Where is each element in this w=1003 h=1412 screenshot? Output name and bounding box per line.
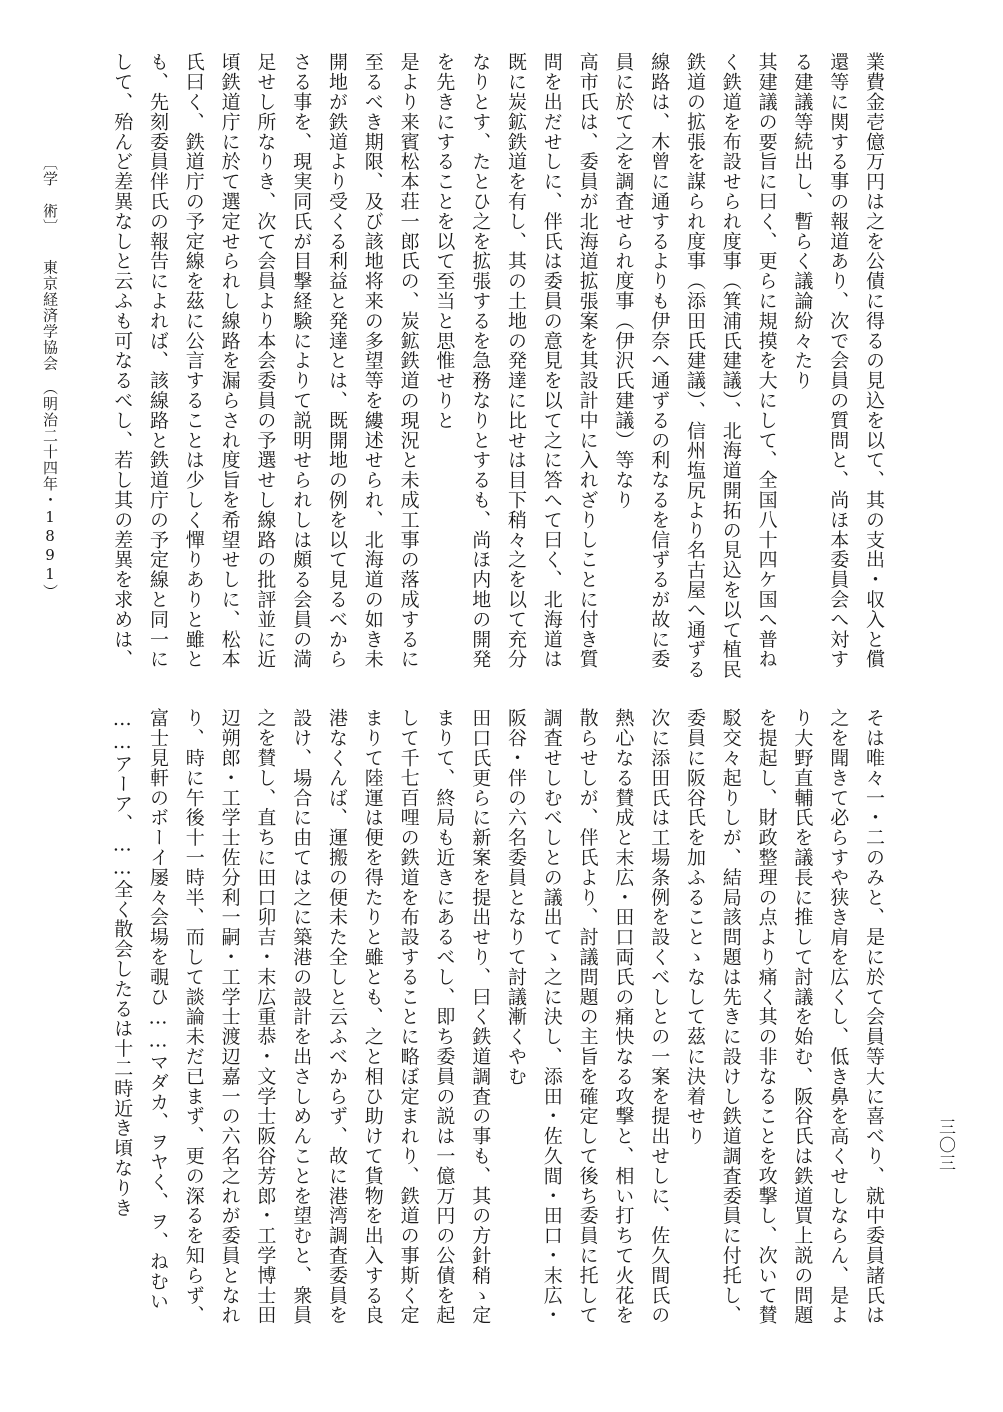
text-column: 開地が鉄道より受くる利益と発達とは、既開地の例を以て見るべから [326, 52, 348, 669]
text-column: そは唯々一・二のみと、是に於て会員等大に喜べり、就中委員諸氏は [863, 708, 885, 1325]
text-column: 高市氏は、委員が北海道拡張案を其設計中に入れざりしことに付き質 [576, 52, 599, 669]
text-column: して千七百哩の鉄道を布設することに略ぼ定まれり、鉄道の事斯く定 [397, 708, 420, 1325]
text-column: 之を聞きて必らすや狭き肩を広くし、低き鼻を高くせしならん、是よ [827, 708, 850, 1325]
text-column: まりて、終局も近きにあるべし、即ち委員の説は一億万円の公債を起 [433, 708, 456, 1325]
text-column: さる事を、現実同氏が目撃経験によりて説明せられしは頗る会員の満 [290, 52, 313, 669]
text-column: なりとす、たとひ之を拡張するを急務なりとするも、尚ほ内地の開発 [469, 52, 492, 669]
text-column: 設け、場合に由ては之に築港の設計を出さしめんことを望むと、衆員 [290, 708, 313, 1325]
text-column: 頃鉄道庁に於て選定せられし線路を漏らされ度旨を希望せしに、松本 [218, 52, 241, 669]
text-column: 阪谷・伴の六名委員となりて討議漸くやむ [505, 708, 527, 1087]
text-column: 氏曰く、鉄道庁の予定線を茲に公言することは少しく憚りありと雖と [182, 52, 205, 669]
text-column: 業費金壱億万円は之を公債に得るの見込を以て、其の支出・収入と償 [863, 52, 885, 669]
header-section: 〔学 術〕 [41, 155, 59, 228]
text-column: 委員に阪谷氏を加ふることゝなして茲に決着せり [684, 708, 706, 1146]
text-column: 駁交々起りしが、結局該問題は先きに設けし鉄道調査委員に付托し、 [719, 708, 742, 1325]
text-column: まりて陸運は便を得たりと雖とも、之と相ひ助けて貨物を出入する良 [361, 708, 384, 1325]
text-column: 還等に関する事の報道あり、次で会員の質問と、尚ほ本委員会へ対す [827, 52, 850, 669]
text-column: り、時に午後十一時半、而して談論未だ已まず、更の深るを知らず、 [182, 708, 205, 1325]
header-era: （明治二十四年・1891） [41, 387, 59, 600]
header-publisher: 東京経済学協会 [41, 259, 59, 372]
text-column: る建議等続出し、暫らく議論紛々たり [791, 52, 814, 391]
text-column: 線路は、木曾に通するよりも伊奈へ通ずるの利なるを信ずるが故に委 [648, 52, 671, 669]
text-column: 問を出だせしに、伴氏は委員の意見を以て之に答へて曰く、北海道は [540, 52, 563, 669]
running-header [42, 155, 57, 600]
text-column: 熱心なる賛成と末広・田口両氏の痛快なる攻撃と、相い打ちて火花を [612, 708, 635, 1325]
text-column: 港なくんば、運搬の便未た全しと云ふべからず、故に港湾調査委員を [326, 708, 348, 1325]
text-column: を先きにすることを以て至当と思惟せりと [433, 52, 456, 431]
text-column: 辺朔郎・工学士佐分利一嗣・工学士渡辺嘉一の六名之れが委員となれ [218, 708, 241, 1325]
text-column: 次に添田氏は工場条例を設くべしとの一案を提出せしに、佐久間氏の [648, 708, 671, 1325]
text-column: 員に於て之を調査せられ度事（伊沢氏建議）等なり [612, 52, 635, 510]
text-column: を提起し、財政整理の点より痛く其の非なることを攻撃し、次いて賛 [755, 708, 778, 1325]
text-column: 是より来賓松本荘一郎氏の、炭鉱鉄道の現況と未成工事の落成するに [397, 52, 420, 669]
text-column: ……アーア、……全く散会したるは十二時近き頃なりき [111, 708, 134, 1218]
text-column: 調査せしむべしとの議出てゝ之に決し、添田・佐久間・田口・末広・ [540, 708, 563, 1325]
text-column: 至るべき期限、及び該地将来の多望等を縷述せられ、北海道の如き未 [361, 52, 384, 669]
text-column: 鉄道の拡張を謀られ度事（添田氏建議）、信州塩尻より名古屋へ通ずる [684, 52, 706, 680]
text-column: く鉄道を布設せられ度事（箕浦氏建議）、北海道開拓の見込を以て植民 [719, 52, 742, 680]
page-number: 三〇三 [935, 1118, 955, 1172]
text-column: 之を賛し、直ちに田口卯吉・末広重恭・文学士阪谷芳郎・工学博士田 [254, 708, 277, 1325]
text-column: 散らせしが、伴氏より、討議問題の主旨を確定して後ち委員に托して [576, 708, 599, 1325]
text-column: して、殆んど差異なしと云ふも可なるべし、若し其の差異を求めは、 [111, 52, 134, 669]
text-column: 田口氏更らに新案を提出せり、曰く鉄道調査の事も、其の方針稍ゝ定 [469, 708, 492, 1325]
text-column: 足せし所なりき、次て会員より本会委員の予選せし線路の批評並に近 [254, 52, 277, 669]
text-column: も、先刻委員伴氏の報告によれば、該線路と鉄道庁の予定線と同一に [147, 52, 169, 669]
text-column: 既に炭鉱鉄道を有し、其の土地の発達に比せは目下稍々之を以て充分 [505, 52, 527, 669]
text-column: 其建議の要旨に曰く、更らに規摸を大にして、全国八十四ケ国へ普ね [755, 52, 778, 669]
text-column: り大野直輔氏を議長に推して討議を始む、阪谷氏は鉄道買上説の問題 [791, 708, 814, 1325]
text-column: 富士見軒のボーイ屡々会場を覗ひ……マダカ、ヲヤく、ヲ、ねむい [147, 708, 169, 1311]
